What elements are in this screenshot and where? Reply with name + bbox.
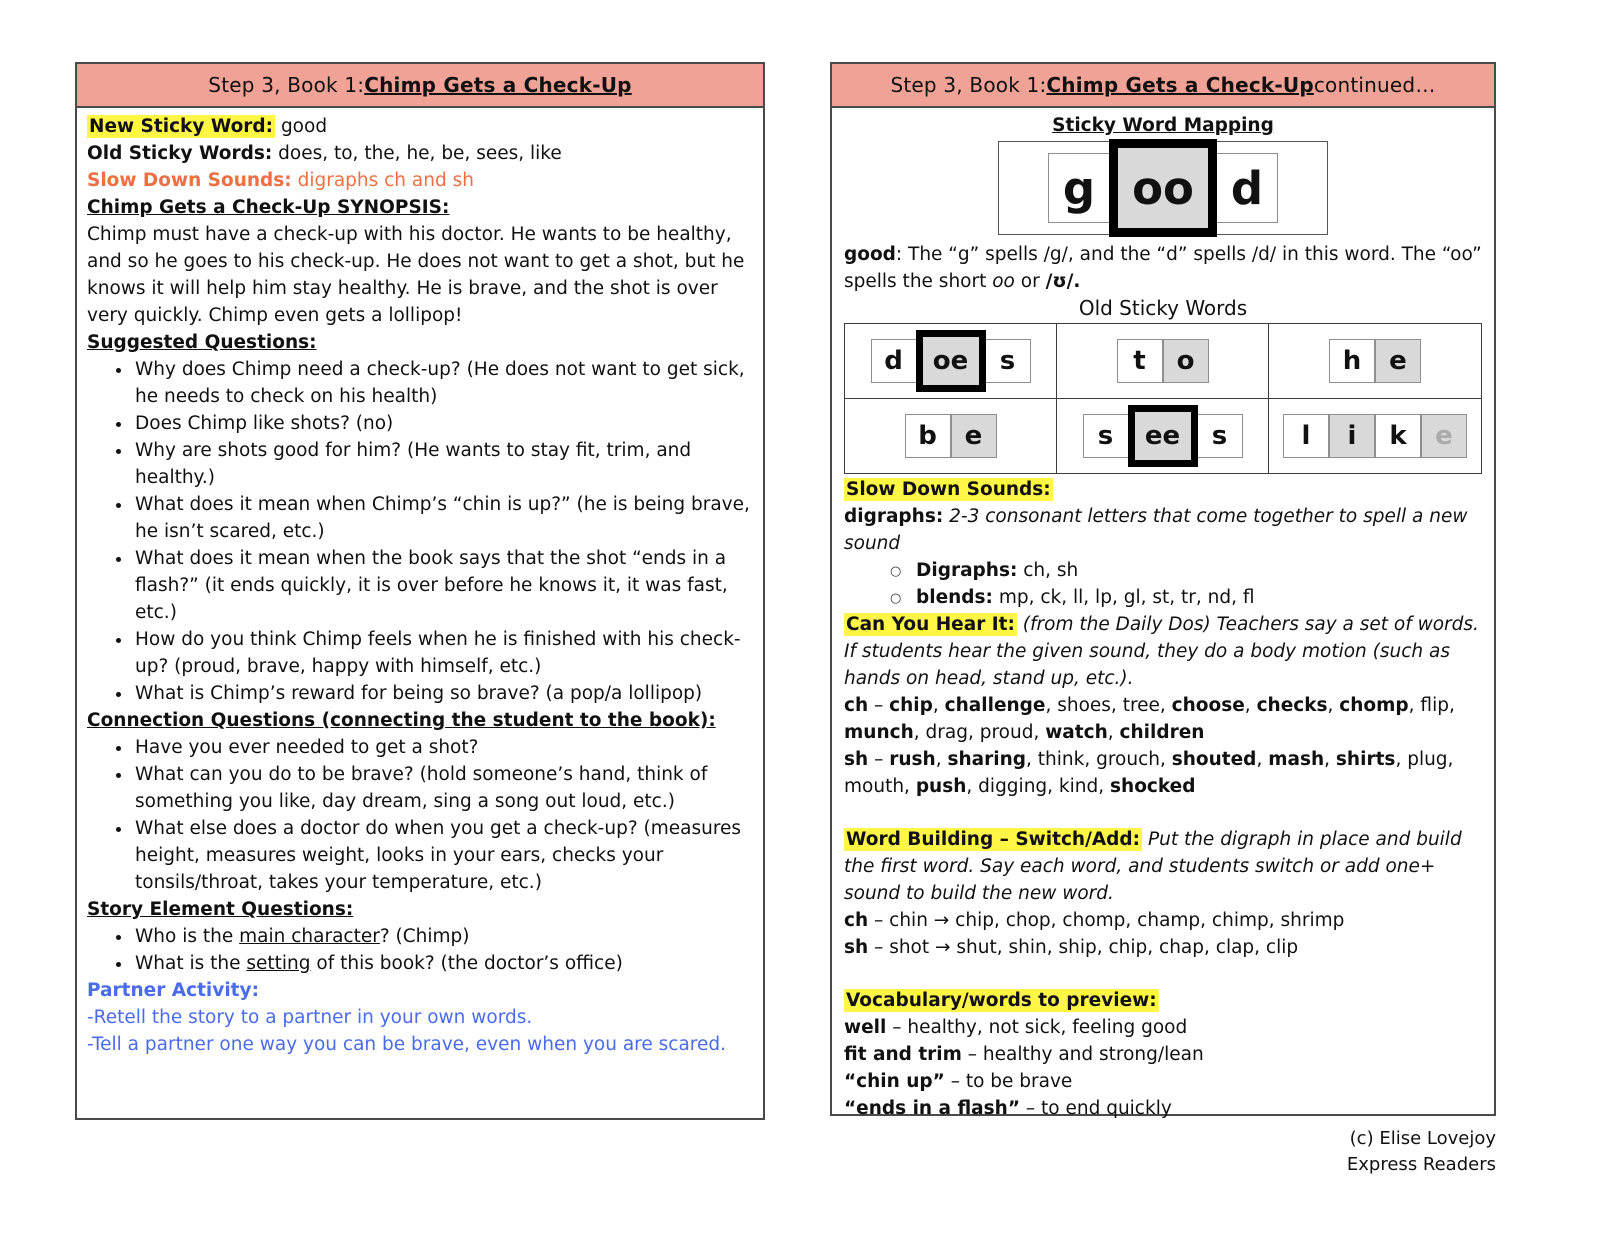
text-segment: New Sticky Word: — [89, 116, 274, 137]
text-segment: digraphs ch and sh — [291, 170, 474, 191]
text-segment: , — [932, 695, 945, 716]
story-question-item — [133, 923, 753, 950]
suggested-question-item — [133, 410, 753, 437]
text-segment: shocked — [1110, 776, 1196, 797]
right-page-body — [832, 108, 1494, 1122]
text-segment: What is Chimp’s reward for being so brave? (a pop/a lollipop) — [135, 683, 703, 704]
text-segment: Sticky Word Mapping — [1052, 115, 1274, 136]
word-box-does — [845, 324, 1057, 399]
text-segment: , plug, mouth, — [844, 749, 1454, 797]
text-segment: (from the Daily Dos) Teachers say a set of words. If students hear the given sound, they do a body motion (such as hands on head, stand up, etc.). — [844, 614, 1479, 689]
text-segment: children — [1119, 722, 1205, 743]
letter-box: e — [951, 414, 997, 458]
text-segment: , — [1256, 749, 1269, 770]
text-segment: good — [844, 244, 896, 265]
vocab-item-well — [844, 1014, 1482, 1041]
text-segment: What does it mean when the book says that the shot “ends in a flash?” (it ends quickly, it is over before he knows it, it was fast, etc.) — [135, 548, 728, 623]
left-page-body — [77, 108, 763, 1058]
suggested-question-item — [133, 491, 753, 545]
letter-box: b — [905, 414, 951, 458]
text-segment: Suggested Questions: — [87, 332, 317, 353]
right-page — [830, 62, 1496, 1119]
story-element-heading — [87, 896, 753, 923]
vocab-item-fit-and-trim — [844, 1041, 1482, 1068]
word-box-he — [1269, 324, 1481, 399]
text-segment: Slow Down Sounds: — [846, 479, 1051, 500]
letter-box: k — [1375, 414, 1421, 458]
text-segment: Story Element Questions: — [87, 899, 354, 920]
letter-box: h — [1329, 339, 1375, 383]
text-segment: mp, ck, ll, lp, gl, st, tr, nd, fl — [992, 587, 1255, 608]
text-segment: push — [915, 776, 967, 797]
text-segment: Have you ever needed to get a shot? — [135, 737, 479, 758]
text-segment: sh — [844, 937, 869, 958]
right-page-title — [832, 64, 1494, 108]
synopsis-paragraph — [87, 221, 753, 329]
text-segment: , — [1324, 749, 1336, 770]
letter-box: i — [1329, 414, 1375, 458]
text-segment: Chimp Gets a Check-Up — [364, 73, 632, 97]
text-segment: – — [868, 695, 890, 716]
text-segment: /ʊ/. — [1045, 271, 1081, 292]
letter-box: ee — [1128, 405, 1198, 467]
spacer — [844, 961, 1482, 987]
partner-activity-heading — [87, 977, 753, 1004]
letter-box: s — [1083, 414, 1129, 458]
connection-question-item — [133, 734, 753, 761]
letter-box: d — [1216, 153, 1278, 223]
text-segment: checks — [1256, 695, 1328, 716]
text-segment: chip — [889, 695, 933, 716]
word-box-sees — [1057, 399, 1269, 473]
copyright-credit — [1200, 1126, 1496, 1178]
letter-box: d — [871, 339, 917, 383]
word-mapping-good-box — [998, 141, 1328, 235]
text-segment: shirts — [1335, 749, 1396, 770]
digraph-sublist — [844, 557, 1482, 611]
old-sticky-words-title: Old Sticky Words — [1078, 296, 1248, 320]
text-segment: Chimp Gets a Check-Up SYNOPSIS: — [87, 197, 450, 218]
text-segment: Step 3, Book 1: — [208, 73, 365, 97]
ch-build-line — [844, 907, 1482, 934]
text-segment: What can you do to be brave? (hold someone’s hand, think of something you like, day dream, sing a song out loud, etc.) — [135, 764, 708, 812]
vocabulary-heading — [844, 987, 1482, 1014]
text-segment: shouted — [1171, 749, 1257, 770]
text-segment: – to end quickly — [1020, 1098, 1172, 1119]
left-page — [75, 62, 765, 1120]
suggested-questions-heading — [87, 329, 753, 356]
text-segment: munch — [844, 722, 914, 743]
letter-box: t — [1117, 339, 1163, 383]
word-box-be — [845, 399, 1057, 473]
text-segment: What is the — [135, 953, 247, 974]
left-page-title — [77, 64, 763, 108]
text-segment: Connection Questions (connecting the student to the book): — [87, 710, 716, 731]
text-segment: choose — [1171, 695, 1245, 716]
spacer — [844, 800, 1482, 826]
letter-box: s — [985, 339, 1031, 383]
text-segment: well — [844, 1017, 887, 1038]
text-segment: , flip, — [1408, 695, 1455, 716]
story-question-item — [133, 950, 753, 977]
text-segment: of this book? (the doctor’s office) — [310, 953, 623, 974]
text-segment: Chimp Gets a Check-Up — [1046, 73, 1314, 97]
text-segment: blends: — [916, 587, 993, 608]
text-segment: Who is the — [135, 926, 240, 947]
new-sticky-word-line — [87, 113, 753, 140]
text-segment: ch, sh — [1017, 560, 1079, 581]
text-segment: , shoes, tree, — [1045, 695, 1172, 716]
text-segment: , drag, proud, — [913, 722, 1046, 743]
text-segment: , digging, kind, — [966, 776, 1111, 797]
text-segment: Digraphs: — [916, 560, 1018, 581]
good-explanation — [844, 241, 1482, 295]
slow-down-sounds-heading — [844, 476, 1482, 503]
connection-question-item — [133, 815, 753, 896]
text-segment: – chin → chip, chop, chomp, champ, chimp, shrimp — [868, 910, 1345, 931]
text-segment: or — [1014, 271, 1046, 292]
word-box-to — [1057, 324, 1269, 399]
vocab-list — [844, 1014, 1482, 1122]
text-segment: ? (Chimp) — [379, 926, 470, 947]
suggested-question-item — [133, 356, 753, 410]
text-segment: – to be brave — [944, 1071, 1073, 1092]
text-segment: , think, grouch, — [1026, 749, 1172, 770]
word-building-paragraph — [844, 826, 1482, 907]
connection-question-item — [133, 761, 753, 815]
text-segment: Why does Chimp need a check-up? (He does not want to get sick, he needs to check on his health) — [135, 359, 745, 407]
text-segment: challenge — [944, 695, 1046, 716]
can-you-hear-it-paragraph — [844, 611, 1482, 692]
text-segment: Slow Down Sounds: — [87, 170, 292, 191]
credit-publisher: Express Readers — [1346, 1154, 1496, 1175]
suggested-question-item — [133, 545, 753, 626]
text-segment: – shot → shut, shin, ship, chip, chap, clap, clip — [868, 937, 1299, 958]
ch-word-list — [844, 692, 1482, 746]
suggested-question-item — [133, 680, 753, 707]
text-segment: Step 3, Book 1: — [890, 73, 1047, 97]
digraphs-definition — [844, 503, 1482, 557]
text-segment: : The “g” spells /g/, and the “d” spells /d/ in this word. The “oo” spells the short — [844, 244, 1482, 292]
text-segment: Why are shots good for him? (He wants to stay fit, trim, and healthy.) — [135, 440, 692, 488]
text-segment: 2-3 consonant letters that come together to spell a new sound — [844, 506, 1468, 554]
text-segment: , — [935, 749, 948, 770]
text-segment: – — [868, 749, 890, 770]
text-segment: setting — [246, 953, 311, 974]
text-segment: mash — [1268, 749, 1325, 770]
text-segment: What else does a doctor do when you get a check-up? (measures height, measures weight, looks in your ears, checks your tonsils/throat, takes your temperature, etc.) — [135, 818, 742, 893]
synopsis-heading — [87, 194, 753, 221]
text-segment: Old Sticky Words: — [87, 143, 273, 164]
text-segment: “chin up” — [844, 1071, 945, 1092]
text-segment: Does Chimp like shots? (no) — [135, 413, 394, 434]
text-segment: Put the digraph in place and build the first word. Say each word, and students switch or add one+ sound to build the new word. — [844, 829, 1462, 904]
partner-activity-line-2 — [87, 1031, 753, 1058]
vocab-item-chin-up — [844, 1068, 1482, 1095]
text-segment: – healthy, not sick, feeling good — [886, 1017, 1188, 1038]
text-segment: Word Building – Switch/Add: — [846, 829, 1141, 850]
suggested-questions-list — [87, 356, 753, 707]
text-segment: sh — [844, 749, 869, 770]
letter-box: e — [1421, 414, 1467, 458]
text-segment: good — [275, 116, 328, 137]
text-segment: How do you think Chimp feels when he is finished with his check-up? (proud, brave, happy with himself, etc.) — [135, 629, 741, 677]
suggested-question-item — [133, 437, 753, 491]
letter-box: s — [1197, 414, 1243, 458]
text-segment: watch — [1045, 722, 1108, 743]
suggested-question-item — [133, 626, 753, 680]
connection-questions-list — [87, 734, 753, 896]
connection-questions-heading — [87, 707, 753, 734]
old-sticky-words-table — [844, 323, 1482, 474]
letter-box: oe — [916, 330, 986, 392]
text-segment: Partner Activity: — [87, 980, 259, 1001]
letter-box: g — [1048, 153, 1110, 223]
text-segment: -Retell the story to a partner in your own words. — [87, 1007, 533, 1028]
partner-activity-line-1 — [87, 1004, 753, 1031]
sticky-word-mapping-heading — [844, 112, 1482, 139]
text-segment: What does it mean when Chimp’s “chin is up?” (he is being brave, he isn’t scared, etc.) — [135, 494, 750, 542]
text-segment: main character — [239, 926, 380, 947]
text-segment: sharing — [947, 749, 1026, 770]
letter-box: o — [1163, 339, 1209, 383]
text-segment: continued… — [1313, 73, 1436, 97]
old-sticky-words-line — [87, 140, 753, 167]
slow-down-sounds-line — [87, 167, 753, 194]
text-segment: ch — [844, 910, 869, 931]
text-segment: ch — [844, 695, 869, 716]
vocab-item-ends-in-a-flash — [844, 1095, 1482, 1122]
sh-build-line — [844, 934, 1482, 961]
text-segment: oo — [992, 271, 1015, 292]
text-segment: does, to, the, he, be, sees, like — [272, 143, 562, 164]
letter-box: l — [1283, 414, 1329, 458]
text-segment: – healthy and strong/lean — [961, 1044, 1204, 1065]
text-segment: , — [1244, 695, 1257, 716]
word-box-like — [1269, 399, 1481, 473]
digraph-sub-item — [916, 557, 1482, 584]
text-segment: Vocabulary/words to preview: — [846, 990, 1157, 1011]
text-segment: digraphs: — [844, 506, 944, 527]
digraph-sub-item — [916, 584, 1482, 611]
story-element-list — [87, 923, 753, 977]
text-segment: Can You Hear It: — [846, 614, 1015, 635]
letter-box: e — [1375, 339, 1421, 383]
text-segment: fit and trim — [844, 1044, 962, 1065]
text-segment: “ends in a flash” — [844, 1098, 1020, 1119]
letter-box: oo — [1109, 139, 1217, 237]
text-segment: -Tell a partner one way you can be brave, even when you are scared. — [87, 1034, 726, 1055]
sh-word-list — [844, 746, 1482, 800]
credit-author: (c) Elise Lovejoy — [1349, 1128, 1496, 1149]
text-segment: Chimp must have a check-up with his doctor. He wants to be healthy, and so he goes to his check-up. He does not want to get a shot, but he knows it will help him stay healthy. He is brave, and the shot is over very quickly. Chimp even gets a lollipop! — [87, 224, 745, 326]
text-segment: , — [1107, 722, 1120, 743]
text-segment: , — [1327, 695, 1340, 716]
text-segment: rush — [889, 749, 936, 770]
text-segment: chomp — [1339, 695, 1409, 716]
